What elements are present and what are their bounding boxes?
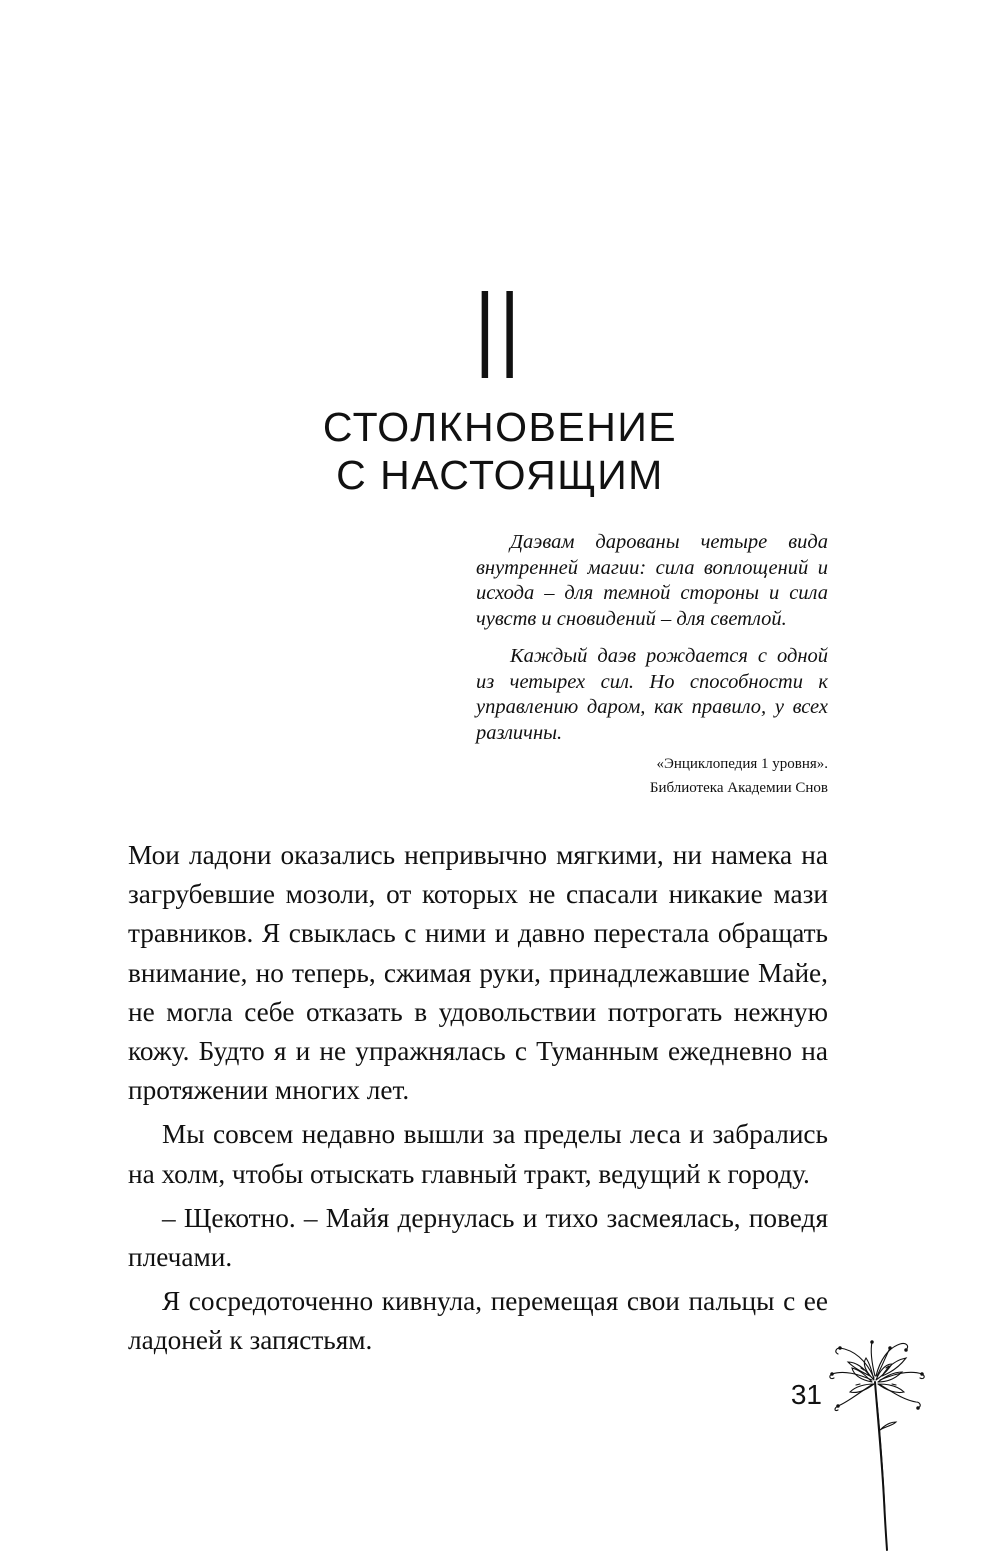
- epigraph-source-title: «Энциклопедия 1 уровня».: [656, 756, 828, 772]
- epigraph-paragraph: Даэвам дарованы четыре вида внутренней магии: сила воплощений и исхода – для темной стороны и сила чувств и сновидений – для светлой.: [476, 531, 828, 630]
- body-paragraph: – Щекотно. – Майя дернулась и тихо засмеялась, поведя плечами.: [128, 1202, 828, 1273]
- page-number: 31: [790, 1379, 822, 1410]
- epigraph-source: [476, 752, 828, 800]
- epigraph-paragraph: Каждый даэв рождается с одной из четырех сил. Но способности к управлению даром, как правило, у всех различны.: [476, 645, 828, 744]
- chapter-title: [0, 403, 1000, 499]
- body-text: [128, 836, 828, 1366]
- chapter-title-line: СТОЛКНОВЕНИЕ: [322, 404, 678, 450]
- chapter-title-line: С НАСТОЯЩИМ: [336, 452, 664, 498]
- body-paragraph: Мы совсем недавно вышли за пределы леса и забрались на холм, чтобы отыскать главный тракт, ведущий к городу.: [128, 1119, 828, 1189]
- chapter-number: II: [475, 264, 525, 405]
- lily-flower-illustration-icon: [826, 1340, 930, 1552]
- epigraph: [476, 530, 828, 758]
- body-paragraph: Я сосредоточенно кивнула, перемещая свои пальцы с ее ладоней к запястьям.: [128, 1286, 828, 1356]
- body-paragraph: Мои ладони оказались непривычно мягкими, ни намека на загрубевшие мозоли, от которых не спасали никакие мази травников. Я свыклась с ними и давно перестала обращать внимание, но теперь, сжимая руки, принадлежавшие Майе, не могла себе отказать в удовольствии потрогать нежную кожу. Будто я и не упражнялась с Туманным ежедневно на протяжении многих лет.: [128, 840, 828, 1106]
- epigraph-source-library: Библиотека Академии Снов: [649, 780, 828, 796]
